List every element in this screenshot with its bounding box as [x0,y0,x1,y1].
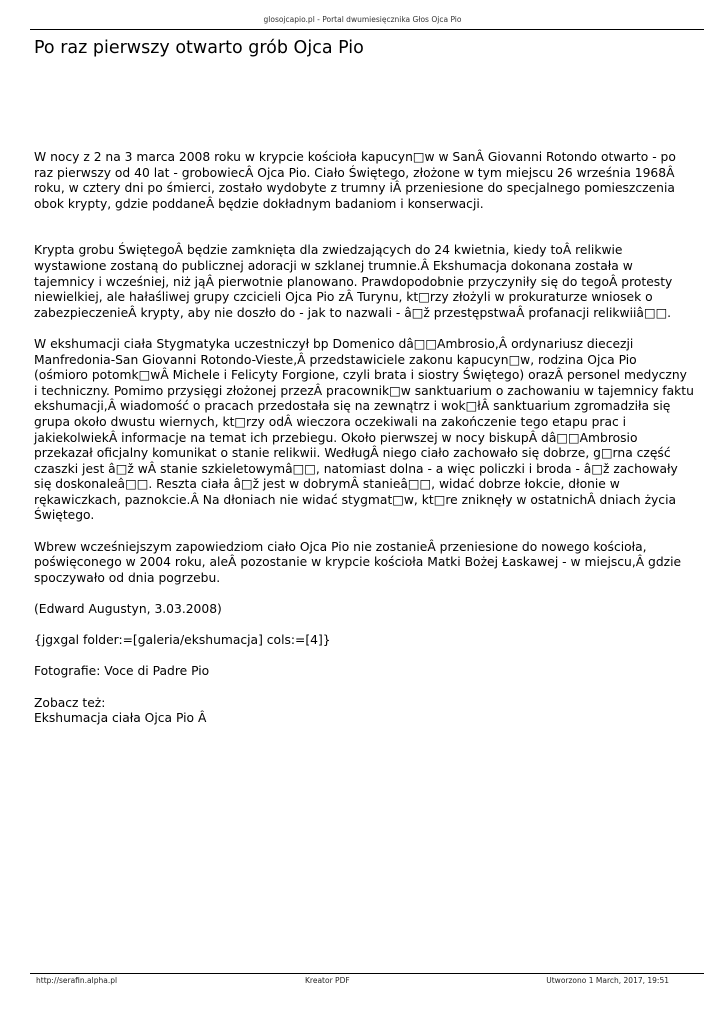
paragraph-4: Wbrew wcześniejszym zapowiedziom ciało Ojca Pio nie zostanieÂ przeniesione do nowego kościoła, poświęconego w 2004 roku, aleÂ pozostanie w krypcie kościoła Matki Bożej Łaskawej - w miejscu,Â gdzie spoczywało od dnia pogrzebu. [34,539,682,585]
footer-created: Utworzono 1 March, 2017, 19:51 [546,976,669,985]
paragraph-1: W nocy z 2 na 3 marca 2008 roku w krypcie kościoła kapucyn□w w SanÂ Giovanni Rotondo otwarto - po raz pierwszy od 40 lat - grobowiecÂ Ojca Pio. Ciało Świętego, złożone w tym miejscu 26 września 1968Â roku, w cztery dni po śmierci, zostało wydobyte z trumny iÂ przeniesione do specjalnego pomieszczenia obok krypty, gdzie poddaneÂ będzie dokładnym badaniom i konserwacji. [34,150,676,211]
paragraph-2: Krypta grobu ŚwiętegoÂ będzie zamknięta dla zwiedzających do 24 kwietnia, kiedy toÂ relikwie wystawione zostaną do publicznej adoracji w szklanej trumnie.Â Ekshumacja dokonana została w tajemnicy i wcześniej, niż jąÂ pierwotnie planowano. Prawdopodobnie przyczyniły się do tegoÂ protesty niewielkiej, ale hałaśliwej grupy czcicieli Ojca Pio zÂ Turynu, kt□rzy złożyli w prokuraturze wniosek o zabezpieczenieÂ krypty, aby nie doszło do - jak to nazwali - â□ž przestępstwaÂ profanacji relikwiiâ□□. [34,243,673,320]
see-also-link[interactable]: Ekshumacja ciała Ojca Pio Â [34,711,207,726]
gallery-shortcode: {jgxgal folder:=[galeria/ekshumacja] cols:=[4]} [34,633,331,648]
article-body [34,150,694,727]
site-header: glosojcapio.pl - Portal dwumiesięcznika Głos Ojca Pio [263,15,462,24]
paragraph-3: W ekshumacji ciała Stygmatyka uczestniczył bp Domenico dâ□□Ambrosio,Â ordynariusz diecezji Manfredonia-San Giovanni Rotondo-Vieste,Â przedstawiciele zakonu kapucyn□w, rodzina Ojca Pio (ośmioro potomk□wÂ Michele i Felicyty Forgione, czyli brata i siostry Świętego) orazÂ personel medyczny i techniczny. Pomimo przysięgi złożonej przezÂ pracownik□w sanktuarium o zachowaniu w tajemnicy faktu ekshumacji,Â wiadomość o pracach przedostała się na zewnątrz i wok□łÂ sanktuarium zgromadziła się grupa około dwustu wiernych, kt□rzy odÂ wieczora oczekiwali na zakończenie tego etapu prac i jakiekolwiekÂ informacje na temat ich przebiegu. Około pierwszej w nocy biskupÂ dâ□□Ambrosio przekazał oficjalny komunikat o stanie relikwii. WedługÂ niego ciało zachowało się dobrze, g□rna część czaszki jest â□ž wÂ stanie szkieletowymâ□□, natomiast dolna - a więc policzki i broda - â□ž zachowały się doskonaleâ□□. Reszta ciała â□ž jest w dobrymÂ stanieâ□□, widać dobrze łokcie, dłonie w rękawiczkach, paznokcie.Â Na dłoniach nie widać stygmat□w, kt□re zniknęły w ostatnichÂ dniach życia Świętego. [34,336,694,523]
footer-url[interactable]: http://serafin.alpha.pl [36,976,118,985]
page-title: Po raz pierwszy otwarto grób Ojca Pio [34,38,364,58]
footer-generator: Kreator PDF [305,976,350,985]
photo-credit: Fotografie: Voce di Padre Pio [34,664,210,679]
author-line: (Edward Augustyn, 3.03.2008) [34,602,222,617]
bottom-divider [30,973,704,974]
see-also-label: Zobacz też: [34,695,106,710]
top-divider [30,29,704,30]
